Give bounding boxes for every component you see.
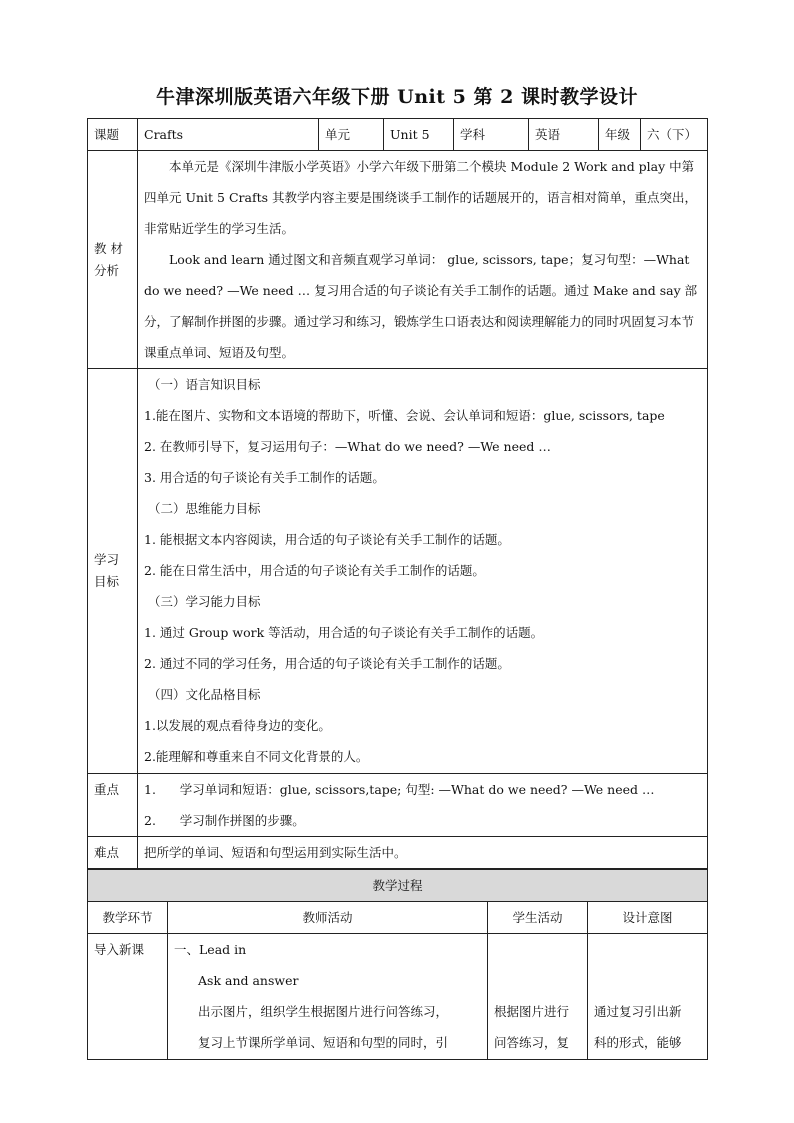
lesson-info-table bbox=[87, 118, 708, 869]
purpose-line: 通过复习引出新 bbox=[594, 1004, 682, 1019]
goal-line: 2.能理解和尊重来自不同文化背景的人。 bbox=[144, 749, 369, 764]
difficulty-row bbox=[88, 837, 708, 869]
learning-goals-row bbox=[88, 369, 708, 774]
teacher-line: 出示图片，组织学生根据图片进行问答练习， bbox=[198, 1004, 449, 1019]
topic-label: 课题 bbox=[88, 119, 138, 151]
goal-line: 1.以发展的观点看待身边的变化。 bbox=[144, 718, 331, 733]
process-banner: 教学过程 bbox=[88, 870, 708, 902]
unit-value: Unit 5 bbox=[384, 119, 454, 151]
unit-label: 单元 bbox=[319, 119, 384, 151]
material-content bbox=[138, 151, 708, 369]
process-header-row bbox=[88, 902, 708, 934]
goals-content bbox=[138, 369, 708, 774]
material-paragraph-1: 本单元是《深圳牛津版小学英语》小学六年级下册第二个模块 Module 2 Work and play 中第四单元 Unit 5 Crafts 其教学内容主要是围绕谈手工制作的话题展开的，语言相对简单，重点突出，非常贴近学生的学习生活。 bbox=[144, 159, 698, 236]
difficulty-content: 把所学的单词、短语和句型运用到实际生活中。 bbox=[138, 837, 708, 869]
col-header-purpose: 设计意图 bbox=[588, 902, 708, 934]
teacher-line: Ask and answer bbox=[198, 973, 299, 988]
goal-line: 1. 通过 Group work 等活动，用合适的句子谈论有关手工制作的话题。 bbox=[144, 625, 544, 640]
material-label: 教 材 分析 bbox=[88, 151, 138, 369]
col-header-teacher: 教师活动 bbox=[168, 902, 488, 934]
grade-label: 年级 bbox=[599, 119, 641, 151]
goal-line: 1. 能根据文本内容阅读，用合适的句子谈论有关手工制作的话题。 bbox=[144, 532, 510, 547]
subject-value: 英语 bbox=[529, 119, 599, 151]
goal-line: 2. 通过不同的学习任务，用合适的句子谈论有关手工制作的话题。 bbox=[144, 656, 510, 671]
stage-cell: 导入新课 bbox=[88, 934, 168, 1060]
topic-value: Crafts bbox=[138, 119, 319, 151]
purpose-cell bbox=[588, 934, 708, 1060]
teacher-line: 复习上节课所学单词、短语和句型的同时，引 bbox=[198, 1035, 449, 1050]
material-paragraph-2: Look and learn 通过图文和音频直观学习单词： glue, scissors, tape；复习句型：—What do we need? —We need … 复习用合适的句子谈论有关手工制作的话题。通过 Make and say 部分，了解制作拼图的步骤。通过学习和练习，锻炼学生口语表达和阅读理解能力的同时巩固复习本节课重点单词、短语及句型。 bbox=[144, 252, 698, 360]
key-point-line: 2. 学习制作拼图的步骤。 bbox=[144, 813, 305, 828]
goal-line: （二）思维能力目标 bbox=[148, 501, 261, 516]
key-point-line: 1. 学习单词和短语：glue, scissors,tape; 句型: —What do we need? —We need … bbox=[144, 782, 655, 797]
purpose-line: 科的形式，能够 bbox=[594, 1035, 682, 1050]
teaching-process-table bbox=[87, 869, 708, 1060]
difficulty-label: 难点 bbox=[88, 837, 138, 869]
teacher-activity-cell bbox=[168, 934, 488, 1060]
process-row bbox=[88, 934, 708, 1060]
col-header-student: 学生活动 bbox=[488, 902, 588, 934]
goal-line: 1.能在图片、实物和文本语境的帮助下，听懂、会说、会认单词和短语：glue, scissors, tape bbox=[144, 408, 665, 423]
goal-line: （一）语言知识目标 bbox=[148, 377, 261, 392]
material-analysis-row bbox=[88, 151, 708, 369]
goal-line: （四）文化品格目标 bbox=[148, 687, 261, 702]
key-points-content bbox=[138, 774, 708, 837]
goals-label: 学习 目标 bbox=[88, 369, 138, 774]
header-row bbox=[88, 119, 708, 151]
goal-line: 3. 用合适的句子谈论有关手工制作的话题。 bbox=[144, 470, 385, 485]
goal-line: （三）学习能力目标 bbox=[148, 594, 261, 609]
subject-label: 学科 bbox=[454, 119, 529, 151]
student-line: 根据图片进行 bbox=[494, 1004, 570, 1019]
goal-line: 2. 在教师引导下，复习运用句子：—What do we need? —We need … bbox=[144, 439, 551, 454]
key-points-row bbox=[88, 774, 708, 837]
document-title: 牛津深圳版英语六年级下册 Unit 5 第 2 课时教学设计 bbox=[156, 86, 638, 108]
key-points-label: 重点 bbox=[88, 774, 138, 837]
col-header-stage: 教学环节 bbox=[88, 902, 168, 934]
grade-value: 六（下） bbox=[641, 119, 708, 151]
student-activity-cell bbox=[488, 934, 588, 1060]
process-banner-row bbox=[88, 870, 708, 902]
teacher-line: 一、Lead in bbox=[174, 942, 247, 957]
student-line: 问答练习，复 bbox=[494, 1035, 570, 1050]
goal-line: 2. 能在日常生活中，用合适的句子谈论有关手工制作的话题。 bbox=[144, 563, 485, 578]
